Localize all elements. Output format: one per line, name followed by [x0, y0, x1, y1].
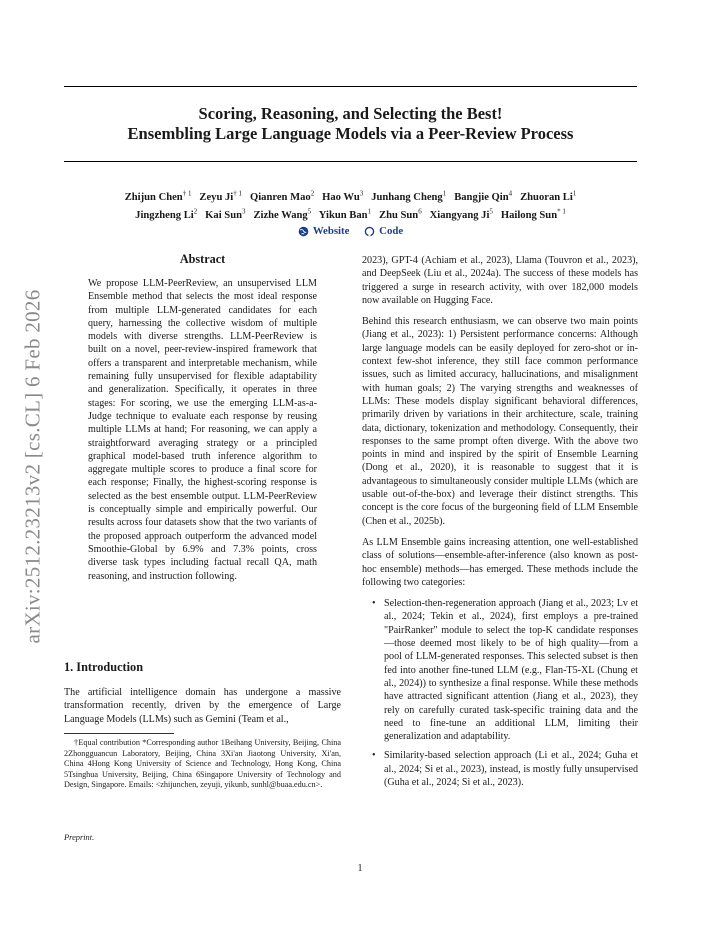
author: Zhuoran Li$^1$ — [520, 189, 577, 203]
list-item: • Selection-then-regeneration approach (Jiang et al., 2023; Lv et al., 2024; Tekin et al., 2024), first employs a pre-trained "PairRanker" module to select the top-K candidate responses—those deemed most likely to be of high quality—from a pool of LLM-generated responses. This selected subset is then fed into another fine-tuned LLM (e.g., Flan-T5-XL (Chung et al., 2024)) to synthesize a final response. While these methods have attracted significant attention (Jiang et al., 2023), they rely on carefully curated task-specific training data and the need to fine-tune an additional LLM, limiting their generalization and adaptability. — [384, 597, 638, 743]
code-link[interactable] — [364, 225, 403, 237]
introduction-body: The artificial intelligence domain has undergone a massive transformation recently, driven by the emergence of Large Language Models (LLMs) such as Gemini (Team et al., — [64, 687, 341, 725]
title-line-1: Scoring, Reasoning, and Selecting the Best! — [198, 104, 503, 123]
right-column — [362, 254, 638, 795]
website-label: Website — [312, 225, 350, 237]
author: Yikun Ban$^1$ — [318, 207, 372, 222]
paragraph: As LLM Ensemble gains increasing attention, one well-established class of solutions—ensemble-after-inference (also known as post-hoc ensemble) methods—has emerged. These methods include the following two categories: — [362, 536, 638, 588]
title-rule-bottom — [64, 161, 637, 162]
author: Xiangyang Ji$^5$ — [429, 207, 493, 222]
author: Bangjie Qin$^4$ — [454, 189, 513, 203]
approach-list — [362, 597, 638, 789]
github-icon — [364, 226, 375, 237]
author: Zhijun Chen$^{\dagger 1}$ — [124, 189, 192, 203]
introduction-heading: 1. Introduction — [64, 660, 144, 674]
author: Zeyu Ji$^{\dagger 1}$ — [199, 189, 243, 203]
footnote-rule — [64, 733, 174, 734]
author: Zhu Sun$^6$ — [379, 207, 422, 222]
left-column — [64, 252, 341, 583]
abstract-body: We propose LLM-PeerReview, an unsupervised LLM Ensemble method that selects the most ideal response from multiple LLM-generated candidates for each query, harnessing the collective wisdom of multiple models with diverse strengths. LLM-PeerReview is built on a novel, peer-review-inspired framework that offers a transparent and interpretable mechanism, while remaining fully unsupervised for flexible adaptability and generalization. Specifically, it operates in three stages: For scoring, we use the emerging LLM-as-a-Judge technique to evaluate each response by reusing multiple LLMs at hand; For reasoning, we can apply a straightforward averaging strategy or a principled graphical model-based truth inference algorithm to aggregate multiple scores to produce a final score for each response; Finally, the highest-scoring response is selected as the best ensemble output. LLM-PeerReview is conceptually simple and empirically powerful. Our results across four datasets show that the two variants of the proposed approach outperform the advanced model Smoothie-Global by 6.9% and 7.3% points, cross diverse task types including factual recall QA, math reasoning, and instruction following. — [88, 278, 317, 582]
paragraph: 2023), GPT-4 (Achiam et al., 2023), Llama (Touvron et al., 2023), and DeepSeek (Liu et al., 2024a). The success of these models has triggered a surge in research activity, with over 182,000 models now available on Hugging Face. — [362, 255, 638, 306]
title-line-2: Ensembling Large Language Models via a Peer-Review Process — [127, 124, 574, 143]
list-item: • Similarity-based selection approach (Li et al., 2024; Guha et al., 2024; Si et al., 2023), instead, is mostly fully unsupervised (Guha et al., 2024; Si et al., 2023). — [384, 749, 638, 789]
website-link[interactable] — [298, 225, 350, 237]
preprint-label: Preprint. — [64, 833, 95, 842]
author-line-1 — [64, 186, 637, 205]
page-number: 1 — [357, 863, 363, 874]
author: Junhang Cheng$^1$ — [371, 189, 447, 203]
paragraph: Behind this research enthusiasm, we can observe two main points (Jiang et al., 2023): 1) Persistent performance concerns: Although large language models can be easily deployed for zero-shot or in-context few-shot inference, they still face common performance issues, such as limited accuracy, hallucinations, and misalignment with human goals; 2) The varying strengths and weaknesses of LLMs: These models display significant behavioral differences, primarily driven by variations in their architecture, scale, training data, dictionary, tokenization and methodology. Consequently, their responses to the same prompt often diverge. With the above two points in mind and inspired by the spirit of Ensemble Learning (Dong et al., 2020), it is reasonable to suggest that it is advantageous to simultaneously consider multiple LLMs (which are usable out-of-the-box) and leverage their distinct strengths. This concept is the core focus of the burgeoning field of LLM Ensemble (Chen et al., 2025b). — [362, 316, 638, 527]
abstract-heading: Abstract — [179, 252, 226, 266]
globe-icon — [298, 226, 309, 237]
author: Jingzheng Li$^2$ — [135, 207, 198, 222]
arxiv-id: arXiv:2512.23213v2 [cs.CL] 6 Feb 2026 — [20, 288, 45, 644]
author: Kai Sun$^3$ — [205, 207, 246, 222]
author-line-2 — [64, 205, 637, 224]
title-rule-top — [64, 86, 637, 87]
author: Hailong Sun$^{* 1}$ — [500, 207, 566, 222]
code-label: Code — [379, 225, 404, 237]
project-links — [64, 225, 637, 240]
author: Qianren Mao$^2$ — [249, 189, 315, 203]
footnote: †Equal contribution *Corresponding author 1Beihang University, Beijing, China 2Zhongguancun Laboratory, Beijing, China 3Xi'an Jiaotong University, Xi'an, China 4Hong Kong University of Science and Technology, Hong Kong, China 5Tsinghua University, Beijing, China 6Singapore University of Technology and Design, Singapore. Emails: <zhijunchen, zeyuji, yikunb, sunhl@buaa.edu.cn>. — [64, 738, 341, 790]
author: Hao Wu$^3$ — [322, 189, 364, 203]
author: Zizhe Wang$^5$ — [253, 207, 312, 222]
author-list — [64, 186, 637, 223]
arxiv-stamp — [20, 266, 46, 666]
paper-title — [64, 104, 637, 144]
